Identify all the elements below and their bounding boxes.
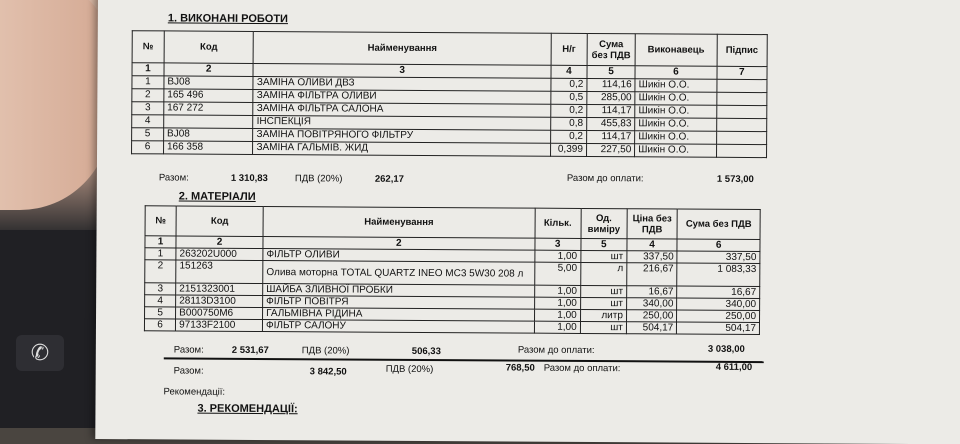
cell: ЗАМІНА ПОВІТРЯНОГО ФІЛЬТРУ [253, 128, 550, 143]
col-number: 3 [535, 238, 581, 250]
cell: 0,5 [551, 91, 587, 104]
divider [164, 357, 764, 363]
col-header: Код [164, 31, 254, 64]
cell: ШАЙБА ЗЛИВНОЇ ПРОБКИ [263, 284, 535, 298]
col-header: Од. виміру [581, 208, 627, 238]
cell: шт [581, 250, 627, 262]
cell: 337,50 [627, 251, 678, 263]
cell: л [580, 262, 626, 285]
cell: 1,00 [534, 321, 580, 333]
materials-pay: 3 038,00 [707, 343, 745, 355]
cell: ЗАМІНА ГАЛЬМІВ. ЖИД [253, 141, 550, 156]
cell: 16,67 [677, 286, 760, 299]
cell: BJ08 [164, 76, 254, 90]
cell: ЗАМІНА ФІЛЬТРА ОЛИВИ [253, 89, 550, 104]
cell [716, 92, 767, 105]
cell: ФІЛЬТР САЛОНУ [262, 320, 534, 334]
grand-total-label: Разом: [173, 365, 204, 377]
cell: 97133F2100 [176, 319, 263, 332]
cell: ФІЛЬТР ПОВІТРЯ [263, 296, 535, 310]
col-header: № [132, 31, 164, 63]
works-total: 1 310,83 [230, 172, 268, 185]
col-number: 5 [581, 238, 627, 250]
cell: 167 272 [164, 102, 254, 116]
col-number: 7 [717, 66, 768, 79]
cell [716, 144, 767, 157]
materials-vat-label: ПДВ (20%) [301, 345, 350, 357]
cell: 340,00 [626, 298, 677, 310]
cell [716, 131, 767, 144]
recommendations-label: Рекомендації: [163, 386, 226, 398]
section2-title: 2. МАТЕРІАЛИ [178, 190, 256, 203]
cell: ЗАМІНА ОЛИВИ ДВЗ [253, 76, 550, 91]
cell: 1,00 [534, 297, 580, 309]
cell: 114,16 [587, 78, 635, 91]
cell: 0,2 [550, 130, 586, 143]
cell: 3 [132, 102, 164, 115]
cell: 4 [132, 115, 164, 128]
cell: 504,17 [626, 322, 677, 334]
col-number: 2 [164, 63, 254, 77]
phone-icon: ✆ [16, 335, 64, 371]
col-header: Сума без ПДВ [677, 209, 760, 240]
cell: 340,00 [677, 298, 760, 311]
cell: 455,83 [587, 117, 635, 130]
cell: 5 [132, 128, 164, 141]
cell: 5,00 [534, 262, 580, 285]
cell: 250,00 [677, 310, 760, 323]
col-number: 3 [253, 63, 550, 78]
col-number: 1 [145, 236, 176, 248]
cell: 6 [144, 319, 175, 331]
col-number: 5 [587, 65, 635, 78]
cell: 337,50 [677, 251, 760, 264]
cell: ГАЛЬМІВНА РІДИНА [263, 308, 535, 322]
col-header: Ціна без ПДВ [627, 209, 678, 239]
works-vat-label: ПДВ (20%) [294, 173, 343, 185]
col-number: 4 [551, 65, 587, 78]
materials-total-label: Разом: [173, 344, 204, 356]
materials-table [144, 205, 761, 335]
cell: Шикін О.О. [635, 144, 716, 157]
col-header: Кільк. [535, 208, 581, 238]
cell: BJ08 [163, 128, 253, 142]
col-header: Найменування [263, 207, 535, 239]
cell: 114,17 [586, 130, 634, 143]
grand-pay: 4 611,00 [715, 361, 753, 374]
works-pay-label: Разом до оплати: [566, 172, 644, 185]
materials-vat: 506,33 [411, 345, 441, 358]
cell: B000750M6 [176, 307, 263, 320]
cell: 1 [145, 248, 176, 260]
cell: 0,2 [551, 78, 587, 91]
cell: 165 496 [164, 89, 254, 103]
cell: 285,00 [587, 91, 635, 104]
col-header: Код [176, 206, 263, 237]
cell: 28113D3100 [176, 295, 263, 308]
cell: 1,00 [534, 309, 580, 321]
col-header: Найменування [254, 31, 552, 65]
col-header: Сума без ПДВ [587, 33, 636, 65]
cell: 5 [145, 307, 176, 319]
col-header: № [145, 206, 176, 236]
grand-total: 3 842,50 [309, 366, 347, 378]
col-header: Виконавець [635, 34, 716, 66]
col-number: 1 [132, 63, 164, 76]
section1-title: 1. ВИКОНАНІ РОБОТИ [167, 12, 289, 26]
cell: 0,8 [551, 117, 587, 130]
cell: 114,17 [587, 104, 635, 117]
materials-total: 2 531,67 [231, 344, 269, 357]
works-table [131, 30, 768, 158]
cell: 4 [145, 295, 176, 307]
grand-pay-label: Разом до оплати: [543, 362, 621, 375]
cell: Шикін О.О. [635, 79, 716, 92]
cell: 3 [145, 283, 176, 295]
cell: 216,67 [627, 263, 678, 286]
cell: 6 [132, 141, 164, 154]
cell: Шикін О.О. [635, 105, 716, 118]
cell: 504,17 [677, 322, 760, 335]
cell: ЗАМІНА ФІЛЬТРА САЛОНА [253, 102, 550, 117]
grand-vat-label: ПДВ (20%) [385, 363, 434, 376]
section3-title: 3. РЕКОМЕНДАЦІЇ: [197, 402, 298, 416]
cell: 1,00 [534, 285, 580, 297]
cell: 166 358 [163, 141, 253, 155]
cell [716, 105, 767, 118]
invoice-paper [95, 0, 960, 444]
col-number: 2 [263, 237, 535, 251]
cell: 2 [132, 89, 164, 102]
cell: шт [580, 285, 626, 297]
cell: 1,00 [534, 250, 580, 262]
col-number: 2 [176, 236, 263, 249]
cell [164, 115, 254, 129]
col-header: Підпис [717, 34, 768, 66]
cell: шт [580, 297, 626, 309]
cell: Шикін О.О. [635, 118, 716, 131]
cell: 151263 [176, 260, 263, 284]
cell: литр [580, 309, 626, 321]
grand-vat: 768,50 [505, 362, 535, 374]
cell: 263202U000 [176, 248, 263, 261]
cell: 2 [145, 260, 176, 283]
cell [716, 118, 767, 131]
cell: ІНСПЕКЦІЯ [253, 115, 550, 130]
col-number: 6 [635, 66, 716, 79]
works-pay: 1 573,00 [716, 173, 754, 186]
cell: 0,2 [551, 104, 587, 117]
col-number: 6 [677, 239, 760, 252]
cell: Шикін О.О. [635, 92, 716, 105]
cell: 250,00 [626, 310, 677, 322]
works-vat: 262,17 [374, 173, 404, 185]
cell [716, 79, 767, 92]
materials-pay-label: Разом до оплати: [517, 344, 595, 357]
cell: 0,399 [550, 143, 586, 156]
cell: 227,50 [586, 143, 634, 156]
cell: Шикін О.О. [635, 131, 716, 144]
cell: Олива моторна TOTAL QUARTZ INEO MC3 5W30 208 л [263, 261, 535, 286]
col-number: 4 [627, 239, 678, 251]
cell: ФІЛЬТР ОЛИВИ [263, 249, 535, 263]
cell: 2151323001 [176, 283, 263, 296]
col-header: Н/г [551, 33, 587, 65]
cell: шт [580, 321, 626, 333]
works-total-label: Разом: [158, 172, 189, 184]
cell: 1 [132, 76, 164, 89]
cell: 16,67 [627, 286, 678, 298]
cell: 1 083,33 [677, 263, 760, 287]
